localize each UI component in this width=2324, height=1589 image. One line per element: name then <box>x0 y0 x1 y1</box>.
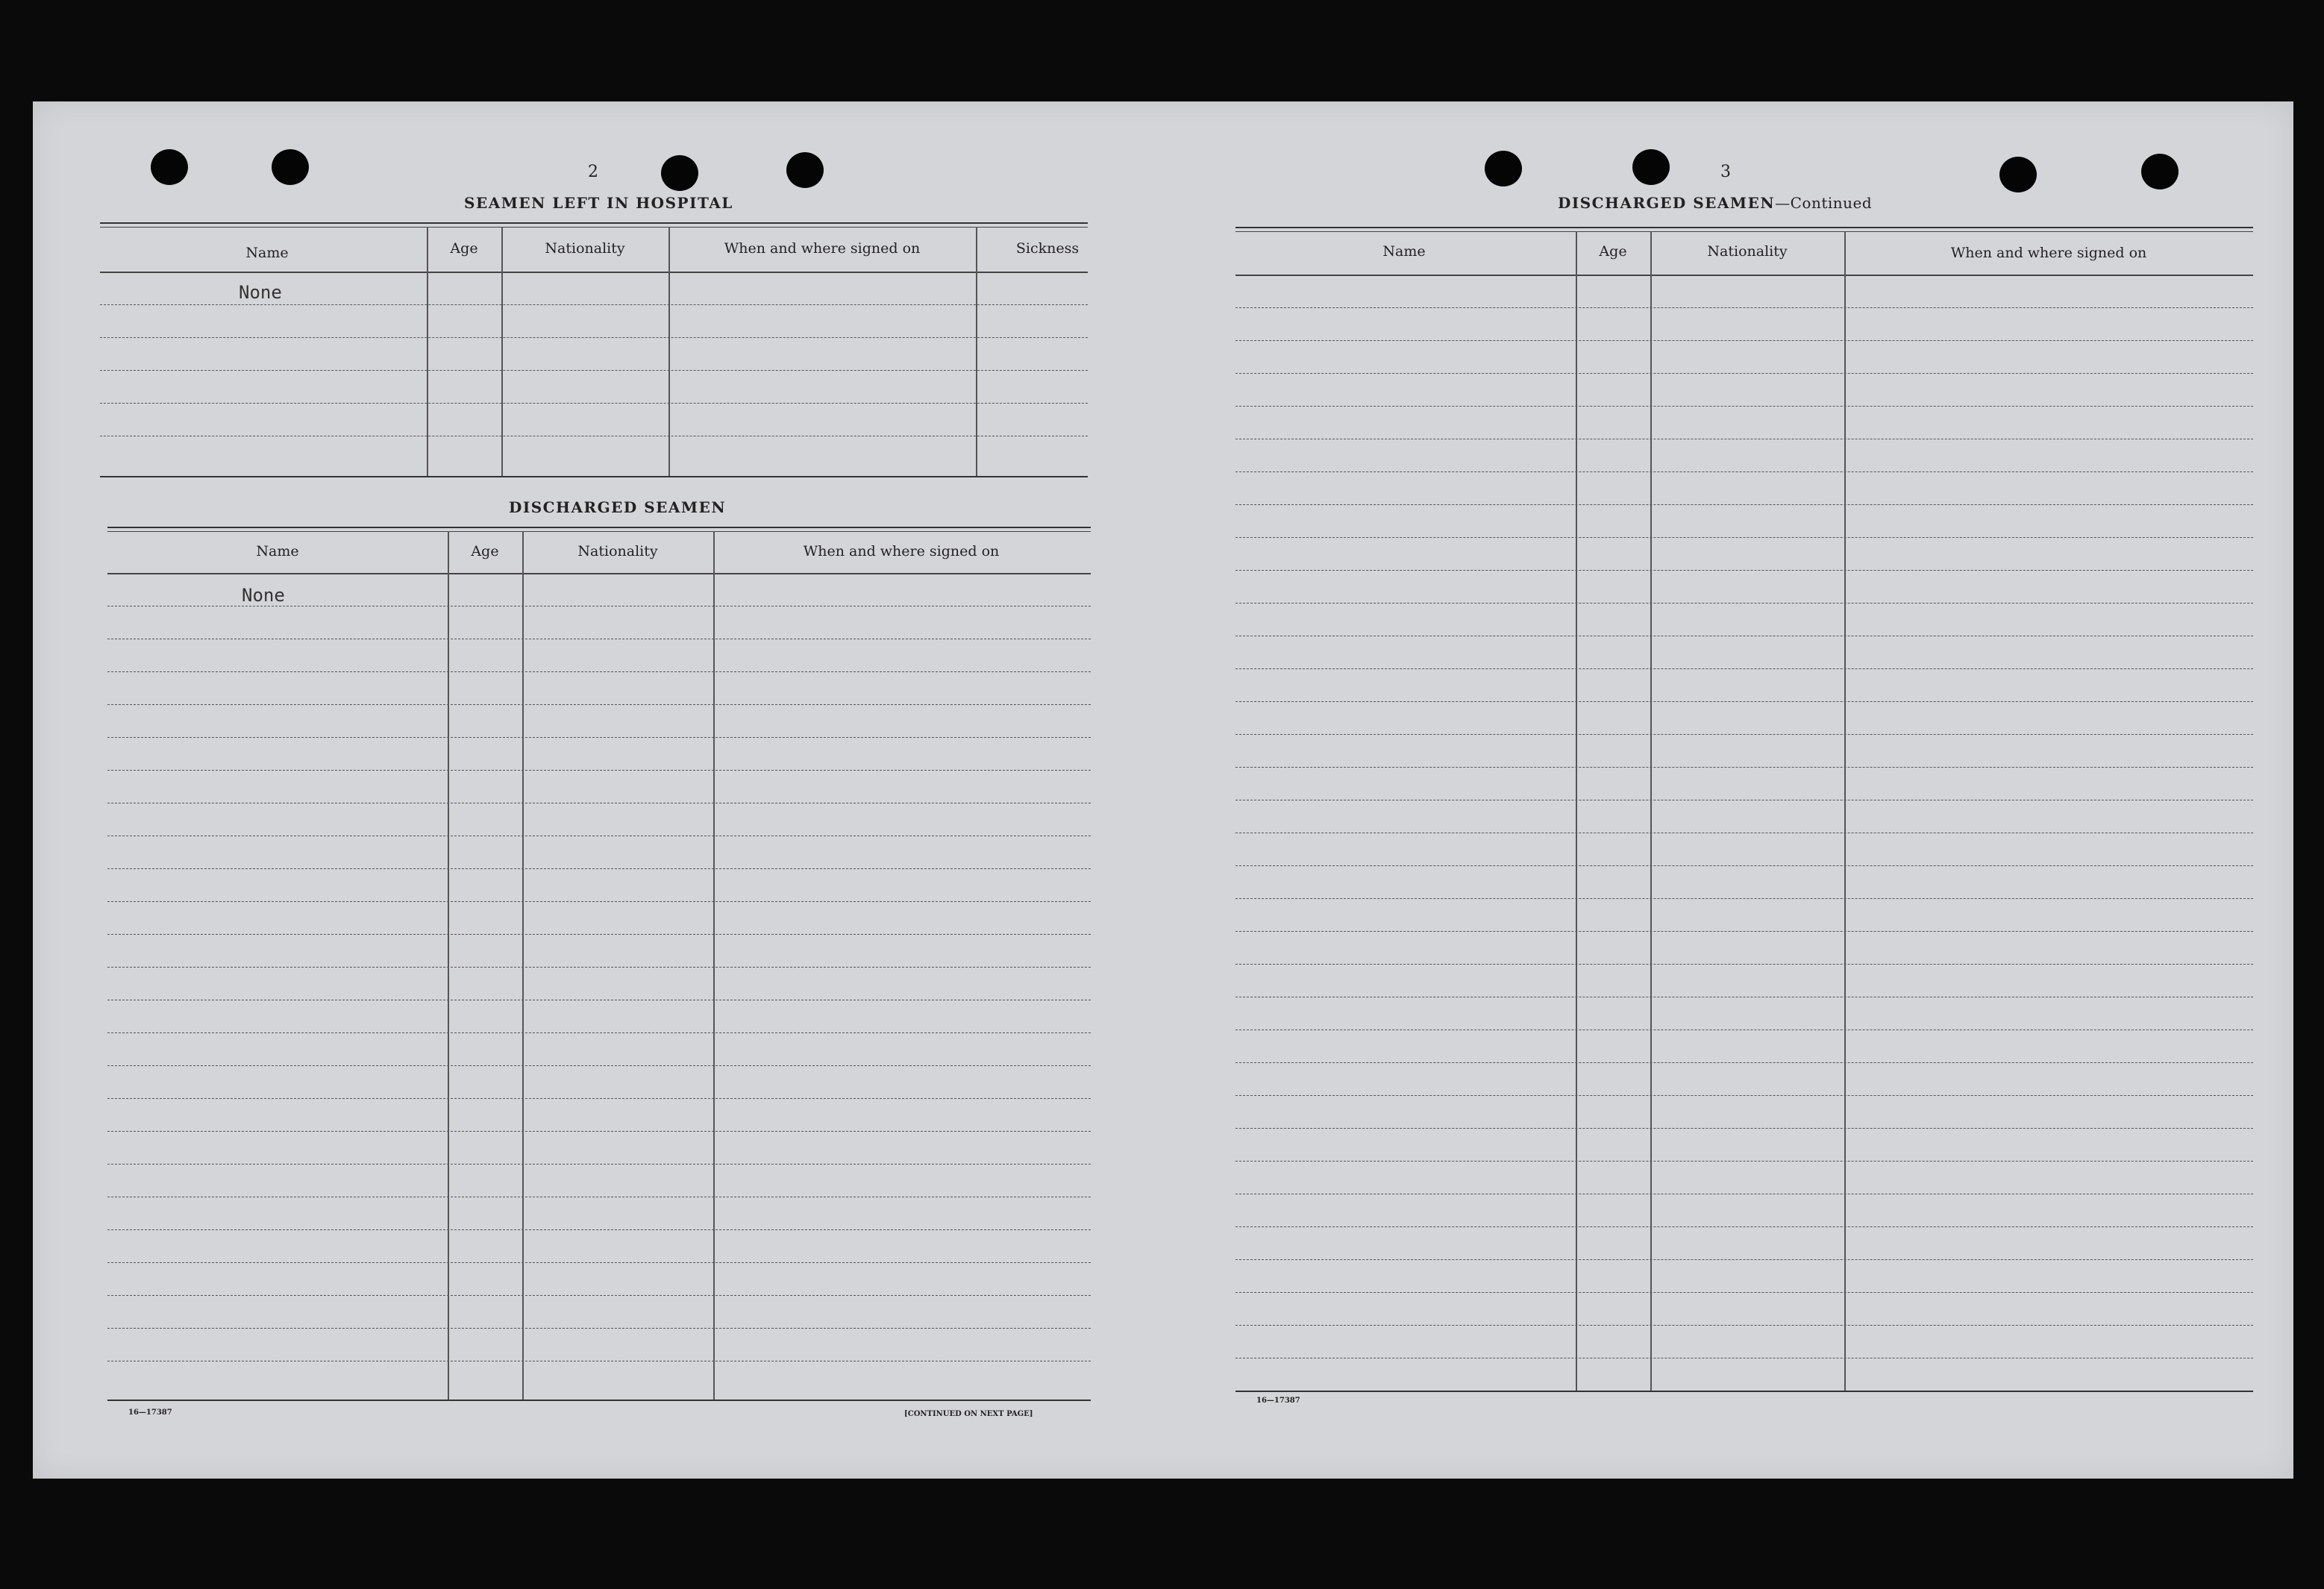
punch-hole <box>272 149 309 185</box>
punch-hole <box>2141 154 2179 189</box>
column-header-name: Name <box>245 245 289 261</box>
column-header-signed-on: When and where signed on <box>1950 245 2147 261</box>
column-header-nationality: Nationality <box>545 240 625 257</box>
punch-hole <box>661 155 698 191</box>
column-header-nationality: Nationality <box>1707 243 1788 260</box>
document-sheet <box>33 101 2293 1479</box>
punch-hole <box>151 149 188 185</box>
column-header-sickness: Sickness <box>1015 240 1080 257</box>
column-header-age: Age <box>450 240 478 257</box>
form-number: 16—17387 <box>128 1408 172 1417</box>
form-number: 16—17387 <box>1256 1397 1300 1405</box>
table-cell-name: None <box>239 282 282 303</box>
table-cell-name: None <box>242 585 285 606</box>
column-header-name: Name <box>1382 243 1426 260</box>
hospital-table <box>100 222 1088 477</box>
discharged-table <box>107 527 1091 1401</box>
discharged-continued-title-main: DISCHARGED SEAMEN <box>1558 194 1776 212</box>
punch-hole <box>786 152 824 188</box>
punch-hole <box>1485 151 1522 187</box>
column-header-nationality: Nationality <box>577 543 658 560</box>
column-header-signed-on: When and where signed on <box>724 240 921 257</box>
discharged-continued-table <box>1235 227 2253 1392</box>
punch-hole <box>1632 149 1670 185</box>
column-header-name: Name <box>256 543 299 560</box>
continued-note: [CONTINUED ON NEXT PAGE] <box>904 1410 1033 1418</box>
page-number: 3 <box>1720 163 1731 181</box>
column-header-age: Age <box>1599 243 1627 260</box>
hospital-section-title: SEAMEN LEFT IN HOSPITAL <box>464 194 733 212</box>
discharged-continued-suffix: —Continued <box>1775 194 1873 212</box>
column-header-signed-on: When and where signed on <box>803 543 1000 560</box>
discharged-continued-title <box>1558 194 1872 212</box>
column-header-age: Age <box>471 543 499 560</box>
discharged-section-title: DISCHARGED SEAMEN <box>509 498 727 516</box>
punch-hole <box>1999 157 2037 192</box>
page-number: 2 <box>588 163 598 181</box>
